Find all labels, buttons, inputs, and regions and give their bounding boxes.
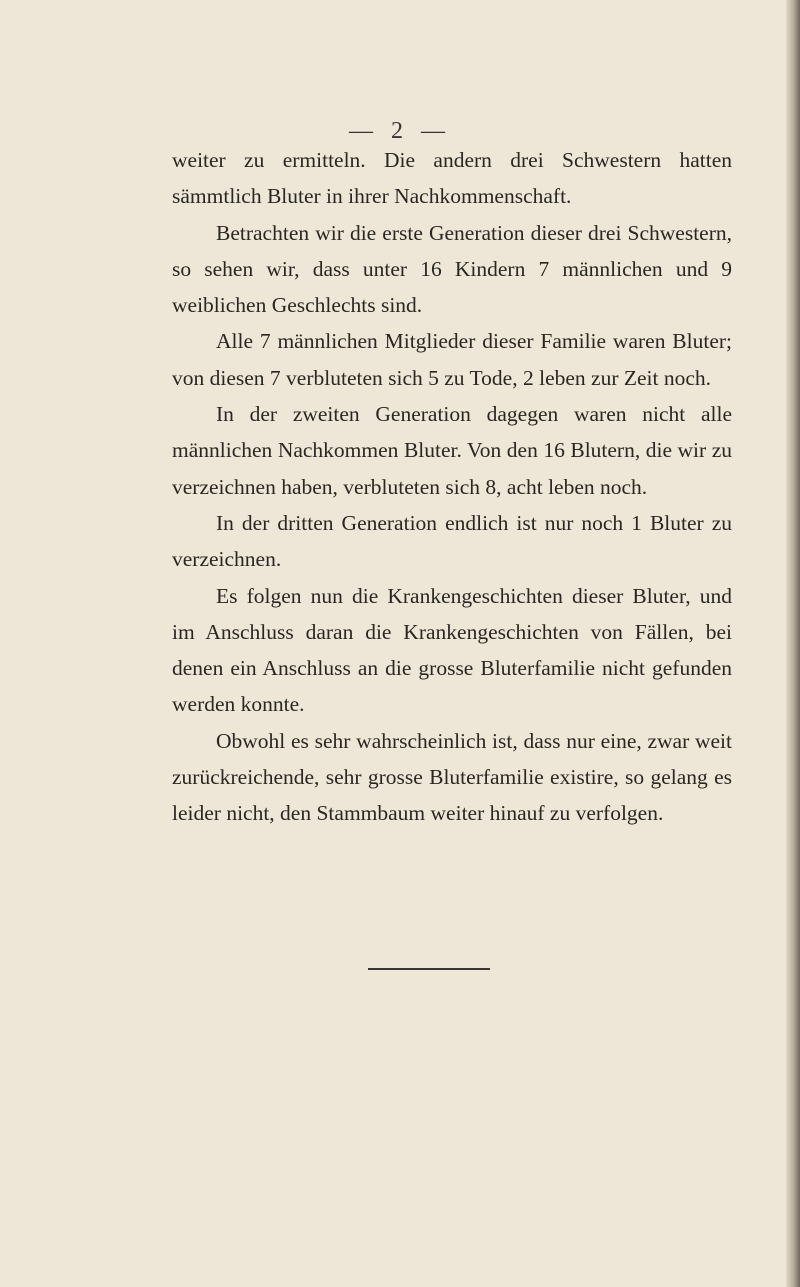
paragraph-5: In der dritten Generation endlich ist nur noch 1 Bluter zu verzeichnen. bbox=[172, 510, 732, 572]
paragraph-2: Betrachten wir die erste Generation dieser drei Schwestern, so sehen wir, dass unter 16 Kindern 7 männlichen und 9 weiblichen Geschlechts sind. bbox=[172, 220, 732, 318]
page-edge-shadow bbox=[786, 0, 800, 1287]
paragraph-1: weiter zu ermitteln. Die andern drei Schwestern hatten sämmtlich Bluter in ihrer Nachkommenschaft. bbox=[172, 148, 732, 209]
paragraph-7: Obwohl es sehr wahrscheinlich ist, dass nur eine, zwar weit zurückreichende, sehr grosse Bluterfamilie existire, so gelang es leider nicht, den Stammbaum weiter hinauf zu verfolgen. bbox=[172, 728, 732, 826]
body-text bbox=[172, 142, 732, 832]
paragraph-6: Es folgen nun die Krankengeschichten dieser Bluter, und im Anschluss daran die Krankengeschichten von Fällen, bei denen ein Anschluss an die grosse Bluterfamilie nicht gefunden werden konnte. bbox=[172, 583, 732, 717]
paragraph-4: In der zweiten Generation dagegen waren nicht alle männlichen Nachkommen Bluter. Von den 16 Blutern, die wir zu verzeichnen haben, verbluteten sich 8, acht leben noch. bbox=[172, 402, 732, 499]
page-number-header: — 2 — bbox=[349, 118, 451, 144]
paragraph-3: Alle 7 männlichen Mitglieder dieser Familie waren Bluter; von diesen 7 verbluteten sich 5 zu Tode, 2 leben zur Zeit noch. bbox=[172, 329, 732, 390]
section-end-rule bbox=[368, 968, 490, 970]
